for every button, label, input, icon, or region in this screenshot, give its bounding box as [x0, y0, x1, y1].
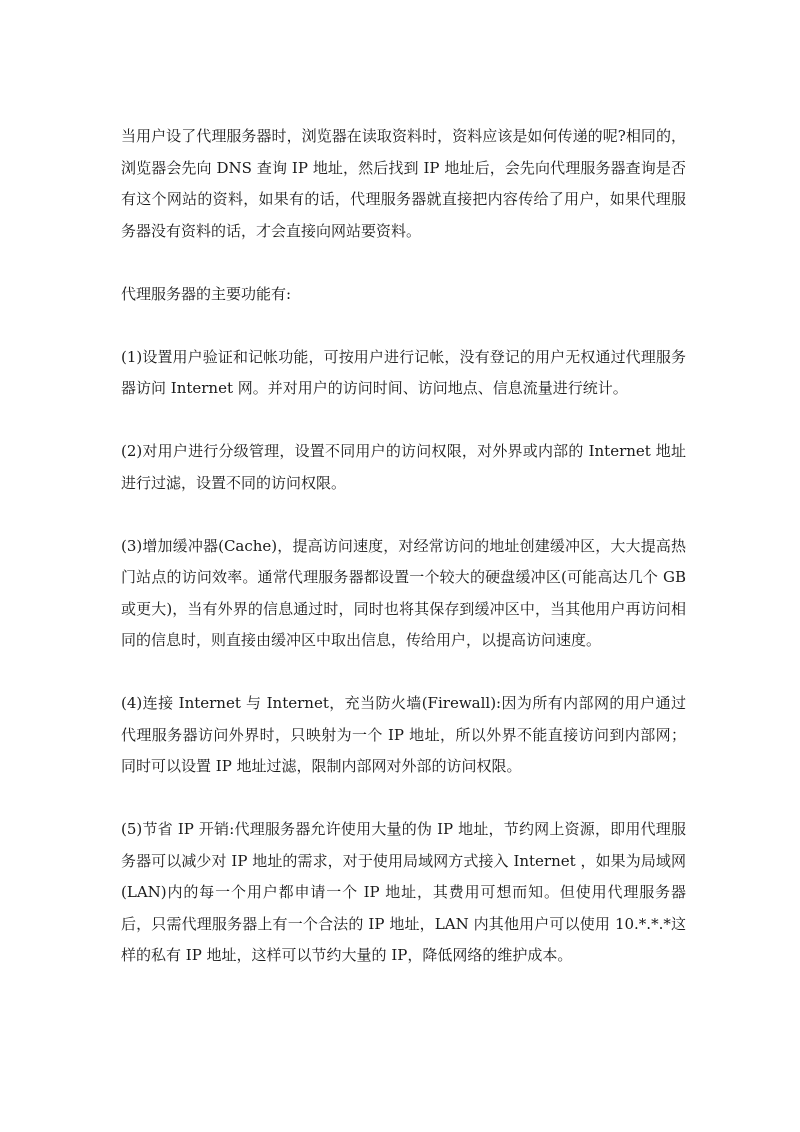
function-item-5: (5)节省 IP 开销:代理服务器允许使用大量的伪 IP 地址，节约网上资源，即用代理服务器可以减少对 IP 地址的需求，对于使用局域网方式接入 Internet ，如果为局域网(LAN)内的每一个用户都申请一个 IP 地址，其费用可想而知。但使用代理服务器后，只需代理服务器上有一个合法的 IP 地址，LAN 内其他用户可以使用 10.*.*.*这样的私有 IP 地址，这样可以节约大量的 IP，降低网络的维护成本。: [121, 820, 686, 964]
function-item-1: (1)设置用户验证和记帐功能，可按用户进行记帐，没有登记的用户无权通过代理服务器访问 Internet 网。并对用户的访问时间、访问地点、信息流量进行统计。: [121, 347, 686, 397]
functions-heading: 代理服务器的主要功能有:: [121, 284, 292, 303]
document-page: [121, 121, 686, 1003]
intro-paragraph: 当用户设了代理服务器时，浏览器在读取资料时，资料应该是如何传递的呢?相同的，浏览器会先向 DNS 查询 IP 地址，然后找到 IP 地址后，会先向代理服务器查询是否有这个网站的资料，如果有的话，代理服务器就直接把内容传给了用户，如果代理服务器没有资料的话，才会直接向网站要资料。: [121, 127, 686, 240]
function-item-2: (2)对用户进行分级管理，设置不同用户的访问权限，对外界或内部的 Internet 地址进行过滤，设置不同的访问权限。: [121, 442, 686, 492]
function-item-4: (4)连接 Internet 与 Internet，充当防火墙(Firewall):因为所有内部网的用户通过代理服务器访问外界时，只映射为一个 IP 地址，所以外界不能直接访问到内部网；同时可以设置 IP 地址过滤，限制内部网对外部的访问权限。: [121, 694, 686, 775]
function-item-3: (3)增加缓冲器(Cache)，提高访问速度，对经常访问的地址创建缓冲区，大大提高热门站点的访问效率。通常代理服务器都设置一个较大的硬盘缓冲区(可能高达几个 GB 或更大)，当有外界的信息通过时，同时也将其保存到缓冲区中，当其他用户再访问相同的信息时，则直接由缓冲区中取出信息，传给用户，以提高访问速度。: [121, 536, 686, 649]
